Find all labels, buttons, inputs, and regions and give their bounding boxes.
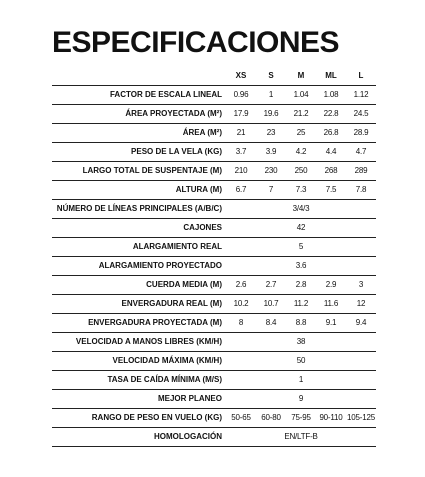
table-row: [52, 352, 376, 371]
size-header: M: [286, 67, 316, 86]
size-value: 3.9: [265, 147, 277, 156]
size-value: 25: [296, 128, 306, 137]
size-value: 268: [324, 166, 338, 175]
row-label: ENVERGADURA REAL (M): [121, 299, 222, 308]
size-value: 28.9: [353, 128, 369, 137]
size-value: 0.96: [233, 90, 249, 99]
row-label: RANGO DE PESO EN VUELO (KG): [91, 413, 222, 422]
row-label: ÁREA (M²): [182, 128, 222, 137]
size-value: 21.2: [293, 109, 309, 118]
size-value: 7: [268, 185, 274, 194]
shared-value: 38: [296, 337, 306, 346]
table-row: [52, 409, 376, 428]
size-value: 11.2: [293, 299, 309, 308]
table-row: [52, 238, 376, 257]
row-label: ALTURA (M): [175, 185, 222, 194]
shared-value: 5: [298, 242, 304, 251]
size-value: 1.04: [293, 90, 309, 99]
table-row: [52, 181, 376, 200]
size-value: 7.5: [325, 185, 337, 194]
size-value: 9.4: [355, 318, 367, 327]
size-value: 10.7: [263, 299, 279, 308]
size-value: 4.4: [325, 147, 337, 156]
size-value: 2.8: [295, 280, 307, 289]
size-value: 75-95: [291, 413, 311, 422]
row-label: ÁREA PROYECTADA (M²): [125, 109, 222, 118]
row-label: MEJOR PLANEO: [157, 394, 222, 403]
size-value: 2.7: [265, 280, 277, 289]
row-label: HOMOLOGACIÓN: [154, 432, 222, 441]
row-label: FACTOR DE ESCALA LINEAL: [109, 90, 222, 99]
shared-value: EN/LTF-B: [284, 432, 318, 441]
shared-value: 3/4/3: [292, 204, 310, 213]
size-header: XS: [226, 67, 256, 86]
row-label: CUERDA MEDIA (M): [146, 280, 222, 289]
size-value: 8.8: [295, 318, 307, 327]
table-row: [52, 371, 376, 390]
row-label: ALARGAMIENTO PROYECTADO: [98, 261, 222, 270]
size-value: 1.08: [323, 90, 339, 99]
size-value: 230: [264, 166, 278, 175]
size-value: 21: [236, 128, 246, 137]
shared-value: 42: [296, 223, 306, 232]
table-row: [52, 314, 376, 333]
spec-rows: [52, 86, 376, 447]
size-value: 7.3: [295, 185, 307, 194]
size-value: 24.5: [353, 109, 369, 118]
size-value: 3.7: [235, 147, 247, 156]
shared-value: 50: [296, 356, 306, 365]
size-header: L: [346, 67, 376, 86]
header-blank: [52, 67, 226, 86]
table-row: [52, 295, 376, 314]
row-label: TASA DE CAÍDA MÍNIMA (M/S): [107, 375, 222, 384]
size-value: 50-65: [231, 413, 251, 422]
size-value: 9.1: [325, 318, 337, 327]
size-value: 23: [266, 128, 276, 137]
table-row: [52, 124, 376, 143]
size-value: 8.4: [265, 318, 277, 327]
table-row: [52, 143, 376, 162]
size-header-row: [52, 67, 376, 86]
size-value: 8: [238, 318, 244, 327]
size-value: 12: [356, 299, 366, 308]
table-row: [52, 86, 376, 105]
size-value: 7.8: [355, 185, 367, 194]
row-label: CAJONES: [183, 223, 222, 232]
size-value: 4.7: [355, 147, 367, 156]
size-value: 250: [294, 166, 308, 175]
table-row: [52, 276, 376, 295]
page-title: ESPECIFICACIONES: [52, 26, 340, 59]
size-header: S: [256, 67, 286, 86]
table-row: [52, 162, 376, 181]
row-label: NÚMERO DE LÍNEAS PRINCIPALES (A/B/C): [56, 204, 222, 213]
size-value: 3: [358, 280, 364, 289]
specifications-table: [52, 67, 376, 447]
row-label: VELOCIDAD A MANOS LIBRES (KM/H): [75, 337, 222, 346]
table-row: [52, 105, 376, 124]
table-row: [52, 390, 376, 409]
size-value: 11.6: [323, 299, 339, 308]
row-label: ALARGAMIENTO REAL: [132, 242, 222, 251]
size-value: 60-80: [261, 413, 281, 422]
table-row: [52, 428, 376, 447]
size-value: 90-110: [319, 413, 343, 422]
table-row: [52, 333, 376, 352]
row-label: LARGO TOTAL DE SUSPENTAJE (M): [82, 166, 222, 175]
size-value: 289: [354, 166, 368, 175]
size-value: 1: [268, 90, 274, 99]
size-value: 2.9: [325, 280, 337, 289]
row-label: ENVERGADURA PROYECTADA (M): [88, 318, 222, 327]
size-value: 6.7: [235, 185, 247, 194]
size-value: 210: [234, 166, 248, 175]
shared-value: 1: [298, 375, 304, 384]
size-value: 19.6: [263, 109, 279, 118]
table-row: [52, 257, 376, 276]
size-value: 4.2: [295, 147, 307, 156]
size-value: 2.6: [235, 280, 247, 289]
size-header: ML: [316, 67, 346, 86]
row-label: VELOCIDAD MÁXIMA (KM/H): [112, 356, 222, 365]
shared-value: 3.6: [295, 261, 307, 270]
size-value: 26.8: [323, 128, 339, 137]
shared-value: 9: [298, 394, 304, 403]
table-row: [52, 219, 376, 238]
row-label: PESO DE LA VELA (KG): [131, 147, 222, 156]
size-value: 105-125: [347, 413, 375, 422]
size-value: 1.12: [353, 90, 369, 99]
size-value: 10.2: [233, 299, 249, 308]
size-value: 22.8: [323, 109, 339, 118]
table-row: [52, 200, 376, 219]
size-value: 17.9: [233, 109, 249, 118]
